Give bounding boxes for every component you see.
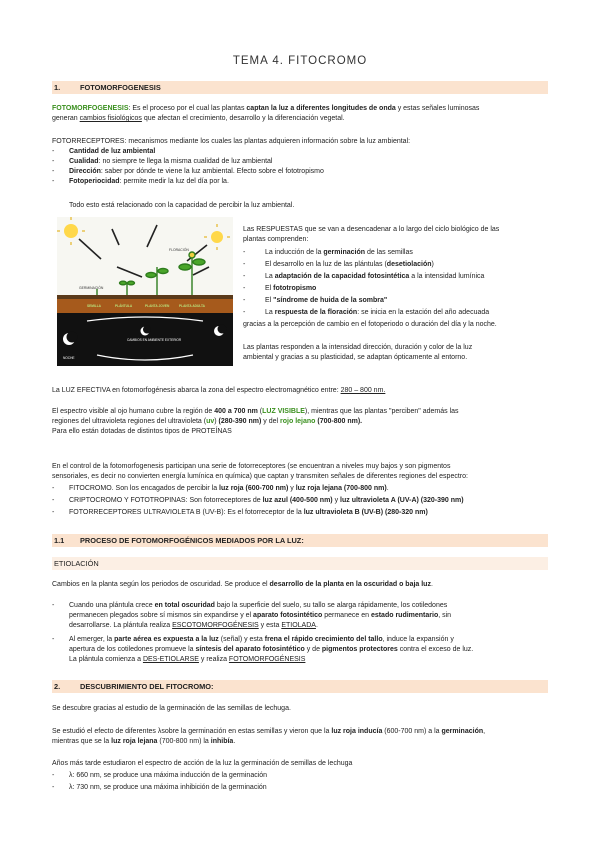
section-1-header: 1. FOTOMORFOGENESIS bbox=[52, 81, 548, 94]
descubrimiento-item-2: λ: 730 nm, se produce una máxima inhibición de la germinación bbox=[69, 784, 267, 791]
etiolacion-bullet-1-line-2: permanecen plegados sobre sí mismos sin expandirse y el aparato fotosintético permanece en estado rudimentario, sin bbox=[69, 612, 452, 619]
etiolacion-header: ETIOLACIÓN bbox=[52, 557, 548, 570]
descubrimiento-line-1: Se descubre gracias al estudio de la germinación de las semillas de lechuga. bbox=[52, 705, 291, 712]
respuestas-para-2-line-1: Las plantas responden a la intensidad dirección, duración y color de la luz bbox=[243, 344, 473, 351]
foto-item-2: Cualidad: no siempre te llega la misma cualidad de luz ambiental bbox=[69, 158, 273, 165]
espectro-line-2: regiones del ultravioleta regiones del ultravioleta (uv) (280-390 nm) y del rojo lejano (700-800 nm). bbox=[52, 418, 363, 425]
diagram-label-semilla: SEMILLA bbox=[87, 304, 101, 308]
etiolacion-bullet-1-line-1: Cuando una plántula crece en total oscuridad bajo la superficie del suelo, su tallo se alarga rápidamente, los cotiledones bbox=[69, 602, 448, 609]
respuesta-item-1: La inducción de la germinación de las semillas bbox=[265, 249, 413, 256]
etiolacion-intro: Cambios en la planta según los periodos de oscuridad. Se produce el desarrollo de la planta en la oscuridad o baja luz. bbox=[52, 581, 433, 588]
diagram-label-noche: NOCHE bbox=[63, 356, 75, 360]
control-line-2: sensoriales, es decir no convierten energía lumínica en química) que captan y transmiten señales de diferentes regiones del espectro: bbox=[52, 473, 468, 480]
respuesta-item-5: El "síndrome de huida de la sombra" bbox=[265, 297, 388, 304]
foto-item-4: Fotoperiocidad: permite medir la luz del día por la. bbox=[69, 178, 229, 185]
plant-life-cycle-diagram bbox=[57, 217, 233, 366]
definition-line-1: FOTOMORFOGENESIS: Es el proceso por el cual las plantas captan la luz a diferentes longitudes de onda y estas señales luminosas bbox=[52, 105, 480, 112]
definition-line-2: generan cambios fisiológicos que afectan el crecimiento, desarrollo y la diferenciación vegetal. bbox=[52, 115, 345, 122]
control-item-criptocromo: CRIPTOCROMO Y FOTOTROPINAS: Son fotorreceptores de luz azul (400-500 nm) y luz ultravioleta A (UV-A) (320-390 nm) bbox=[69, 497, 464, 504]
espectro-line-3: Para ello están dotadas de distintos tipos de PROTEÍNAS bbox=[52, 428, 232, 435]
luz-efectiva-line: La LUZ EFECTIVA en fotomorfogénesis abarca la zona del espectro electromagnético entre: 280 – 800 nm. bbox=[52, 387, 386, 394]
diagram-label-planta-adulta: PLANTA ADULTA bbox=[179, 304, 205, 308]
descubrimiento-line-4: Años más tarde estudiaron el espectro de acción de la luz la germinación de semillas de lechuga bbox=[52, 760, 353, 767]
control-line-1: En el control de la fotomorfogenesis participan una serie de fotorreceptores (se encuentran a niveles muy bajos y son pigmentos bbox=[52, 463, 451, 470]
respuestas-intro-2: plantas comprenden: bbox=[243, 236, 309, 243]
descubrimiento-item-1: λ: 660 nm, se produce una máxima inducción de la germinación bbox=[69, 772, 268, 779]
foto-item-1: Cantidad de luz ambiental bbox=[69, 148, 156, 155]
respuestas-intro-1: Las RESPUESTAS que se van a desencadenar a lo largo del ciclo biológico de las bbox=[243, 226, 500, 233]
relation-note: Todo esto está relacionado con la capacidad de percibir la luz ambiental. bbox=[69, 202, 295, 209]
control-item-fitocromo: FITOCROMO. Son los encagados de percibir la luz roja (600-700 nm) y luz roja lejana (700-800 nm). bbox=[69, 485, 389, 492]
control-item-uvb: FOTORRECEPTORES ULTRAVIOLETA B (UV-B): Es el fotorreceptor de la luz ultravioleta B (UV-B) (280-320 nm) bbox=[69, 509, 428, 516]
section-1-1-header: 1.1 PROCESO DE FOTOMORFOGÉNICOS MEDIADOS POR LA LUZ: bbox=[52, 534, 548, 547]
respuesta-item-3: La adaptación de la capacidad fotosintética a la intensidad lumínica bbox=[265, 273, 485, 280]
page-title: TEMA 4. FITOCROMO bbox=[232, 55, 368, 67]
etiolacion-bullet-2-line-2: apertura de los cotiledones promueve la síntesis del aparato fotosintético y de pigmentos protectores contra el exceso de luz. bbox=[69, 646, 474, 653]
foto-item-3: Dirección: saber por dónde te viene la luz ambiental. Efecto sobre el fototropismo bbox=[69, 168, 324, 175]
respuesta-item-6-cont: gracias a la percepción de cambio en el fotoperiodo o duración del día y la noche. bbox=[243, 321, 497, 328]
diagram-label-cambios: CAMBIOS EN AMBIENTE EXTERIOR bbox=[127, 338, 182, 342]
descubrimiento-line-3: mientras que se la luz roja lejana (700-800 nm) la inhibía. bbox=[52, 738, 236, 745]
diagram-label-germinacion: GERMINACIÓN bbox=[79, 286, 104, 290]
etiolacion-bullet-2-line-1: Al emerger, la parte aérea es expuesta a la luz (señal) y esta frena el rápido crecimiento del tallo, induce la expansión y bbox=[69, 636, 454, 643]
fotorreceptores-intro: FOTORRECEPTORES: mecanismos mediante los cuales las plantas adquieren información sobre la luz ambiental: bbox=[52, 138, 411, 145]
ground-line bbox=[57, 295, 233, 299]
document-page: TEMA 4. FITOCROMO 1. FOTOMORFOGENESIS FOTOMORFOGENESIS: Es el proceso por el cual las plantas captan la luz a diferentes longitudes de onda y estas señales luminosas generan cambios fisiológicos que afectan el crecimiento, desarrollo y la diferenciación vegetal. FOTORRECEPTORES: mecanismos mediante los cuales las plantas adquieren información sobre la luz ambiental: - Cantidad de luz ambiental - Cualidad: no siempre te llega la misma cualidad de luz ambiental - Dirección: saber por dónde te viene la luz ambiental. Efecto sobre el fototropismo - Fotoperiocidad: permite medir la luz del día por la. Todo esto está relacionado con la capacidad de percibir la luz ambiental. GERMINACIÓN FLORACIÓN SEMILLA PLÁNTULA PLANTA JOVEN PLANTA ADULTA NOCHE CAMBIOS EN AMBIENTE EXTERIOR Las RESPUESTAS que se van a desencadenar a lo largo del ciclo biológico de las plantas comprenden: - La inducción de la germinación de las semillas - El desarrollo en la luz de las plántulas (desetiolación) - La adaptación de la capacidad fotosintética a la intensidad lumínica - El fototropismo - El "síndrome de huida de la sombra" - La respuesta de la floración: se inicia en la estación del año adecuada gracias a la percepción de cambio en el fotoperiodo o duración del día y la noche. Las plantas responden a la intensidad dirección, duración y color de la luz ambiental y gracias a su plasticidad, se adaptan ópticamente al entorno. La LUZ EFECTIVA en fotomorfogénesis abarca la zona del espectro electromagnético entre: 280 – 800 nm. El espectro visible al ojo humano cubre la región de 400 a 700 nm (LUZ VISIBLE), mientras que las plantas "perciben" además las regiones del ultravioleta regiones del ultravioleta (uv) (280-390 nm) y del rojo lejano (700-800 nm). Para ello están dotadas de distintos tipos de PROTEÍNAS En el control de la fotomorfogenesis participan una serie de fotorreceptores (se encuentran a niveles muy bajos y son pigmentos sensoriales, es decir no convierten energía lumínica en química) que captan y transmiten señales de diferentes regiones del espectro: - FITOCROMO. Son los encagados de percibir la luz roja (600-700 nm) y luz roja lejana (700-800 nm). - CRIPTOCROMO Y FOTOTROPINAS: Son fotorreceptores de luz azul (400-500 nm) y luz ultravioleta A (UV-A) (320-390 nm) - FOTORRECEPTORES ULTRAVIOLETA B (UV-B): Es el fotorreceptor de la luz ultravioleta B (UV-B) (280-320 nm) 1.1 PROCESO DE FOTOMORFOGÉNICOS MEDIADOS POR LA LUZ: ETIOLACIÓN Cambios en la planta según los periodos de oscuridad. Se produce el desarrollo de la planta en la oscuridad o baja luz. - Cuando una plántula crece en total oscuridad bajo la superficie del suelo, su tallo se alarga rápidamente, los cotiledones permanecen plegados sobre sí mismos sin expandirse y el aparato fotosintético permanece en estado rudimentario, sin desarrollarse. La plántula realiza ESCOTOMORFOGÉNESIS y esta ETIOLADA. - Al emerger, la parte aérea es expuesta a la luz (señal) y esta frena el rápido crecimiento del tallo, induce la expansión y apertura de los cotiledones promueve la síntesis del aparato fotosintético y de pigmentos protectores contra el exceso de luz. La plántula comienza a DES-ETIOLARSE y realiza FOTOMORFOGÉNESIS 2. DESCUBRIMIENTO DEL FITOCROMO: Se descubre gracias al estudio de la germinación de las semillas de lechuga. Se estudió el efecto de diferentes λsobre la germinación en estas semillas y vieron que la luz roja inducía (600-700 nm) a la germinación, mientras que se la luz roja lejana (700-800 nm) la inhibía. Años más tarde estudiaron el espectro de acción de la luz la germinación de semillas de lechuga - λ: 660 nm, se produce una máxima inducción de la germinación - λ: 730 nm, se produce una máxima inhibición de la germinación bbox=[0, 0, 600, 848]
respuesta-item-6: La respuesta de la floración: se inicia en la estación del año adecuada bbox=[265, 309, 490, 316]
respuestas-para-2-line-2: ambiental y gracias a su plasticidad, se adaptan ópticamente al entorno. bbox=[243, 354, 468, 361]
diagram-label-floracion: FLORACIÓN bbox=[169, 248, 189, 252]
descubrimiento-line-2: Se estudió el efecto de diferentes λsobre la germinación en estas semillas y vieron que la luz roja inducía (600-700 nm) a la germinación, bbox=[52, 728, 486, 735]
espectro-line-1: El espectro visible al ojo humano cubre la región de 400 a 700 nm (LUZ VISIBLE), mientras que las plantas "perciben" además las bbox=[52, 408, 459, 415]
section-2-header: 2. DESCUBRIMIENTO DEL FITOCROMO: bbox=[52, 680, 548, 693]
etiolacion-bullet-1-line-3: desarrollarse. La plántula realiza ESCOTOMORFOGÉNESIS y esta ETIOLADA. bbox=[69, 622, 318, 629]
diagram-label-plantula: PLÁNTULA bbox=[115, 304, 133, 308]
respuesta-item-4: El fototropismo bbox=[265, 285, 317, 292]
diagram-label-planta-joven: PLANTA JOVEN bbox=[145, 304, 170, 308]
etiolacion-bullet-2-line-3: La plántula comienza a DES-ETIOLARSE y realiza FOTOMORFOGÉNESIS bbox=[69, 656, 306, 663]
respuesta-item-2: El desarrollo en la luz de las plántulas (desetiolación) bbox=[265, 261, 434, 268]
